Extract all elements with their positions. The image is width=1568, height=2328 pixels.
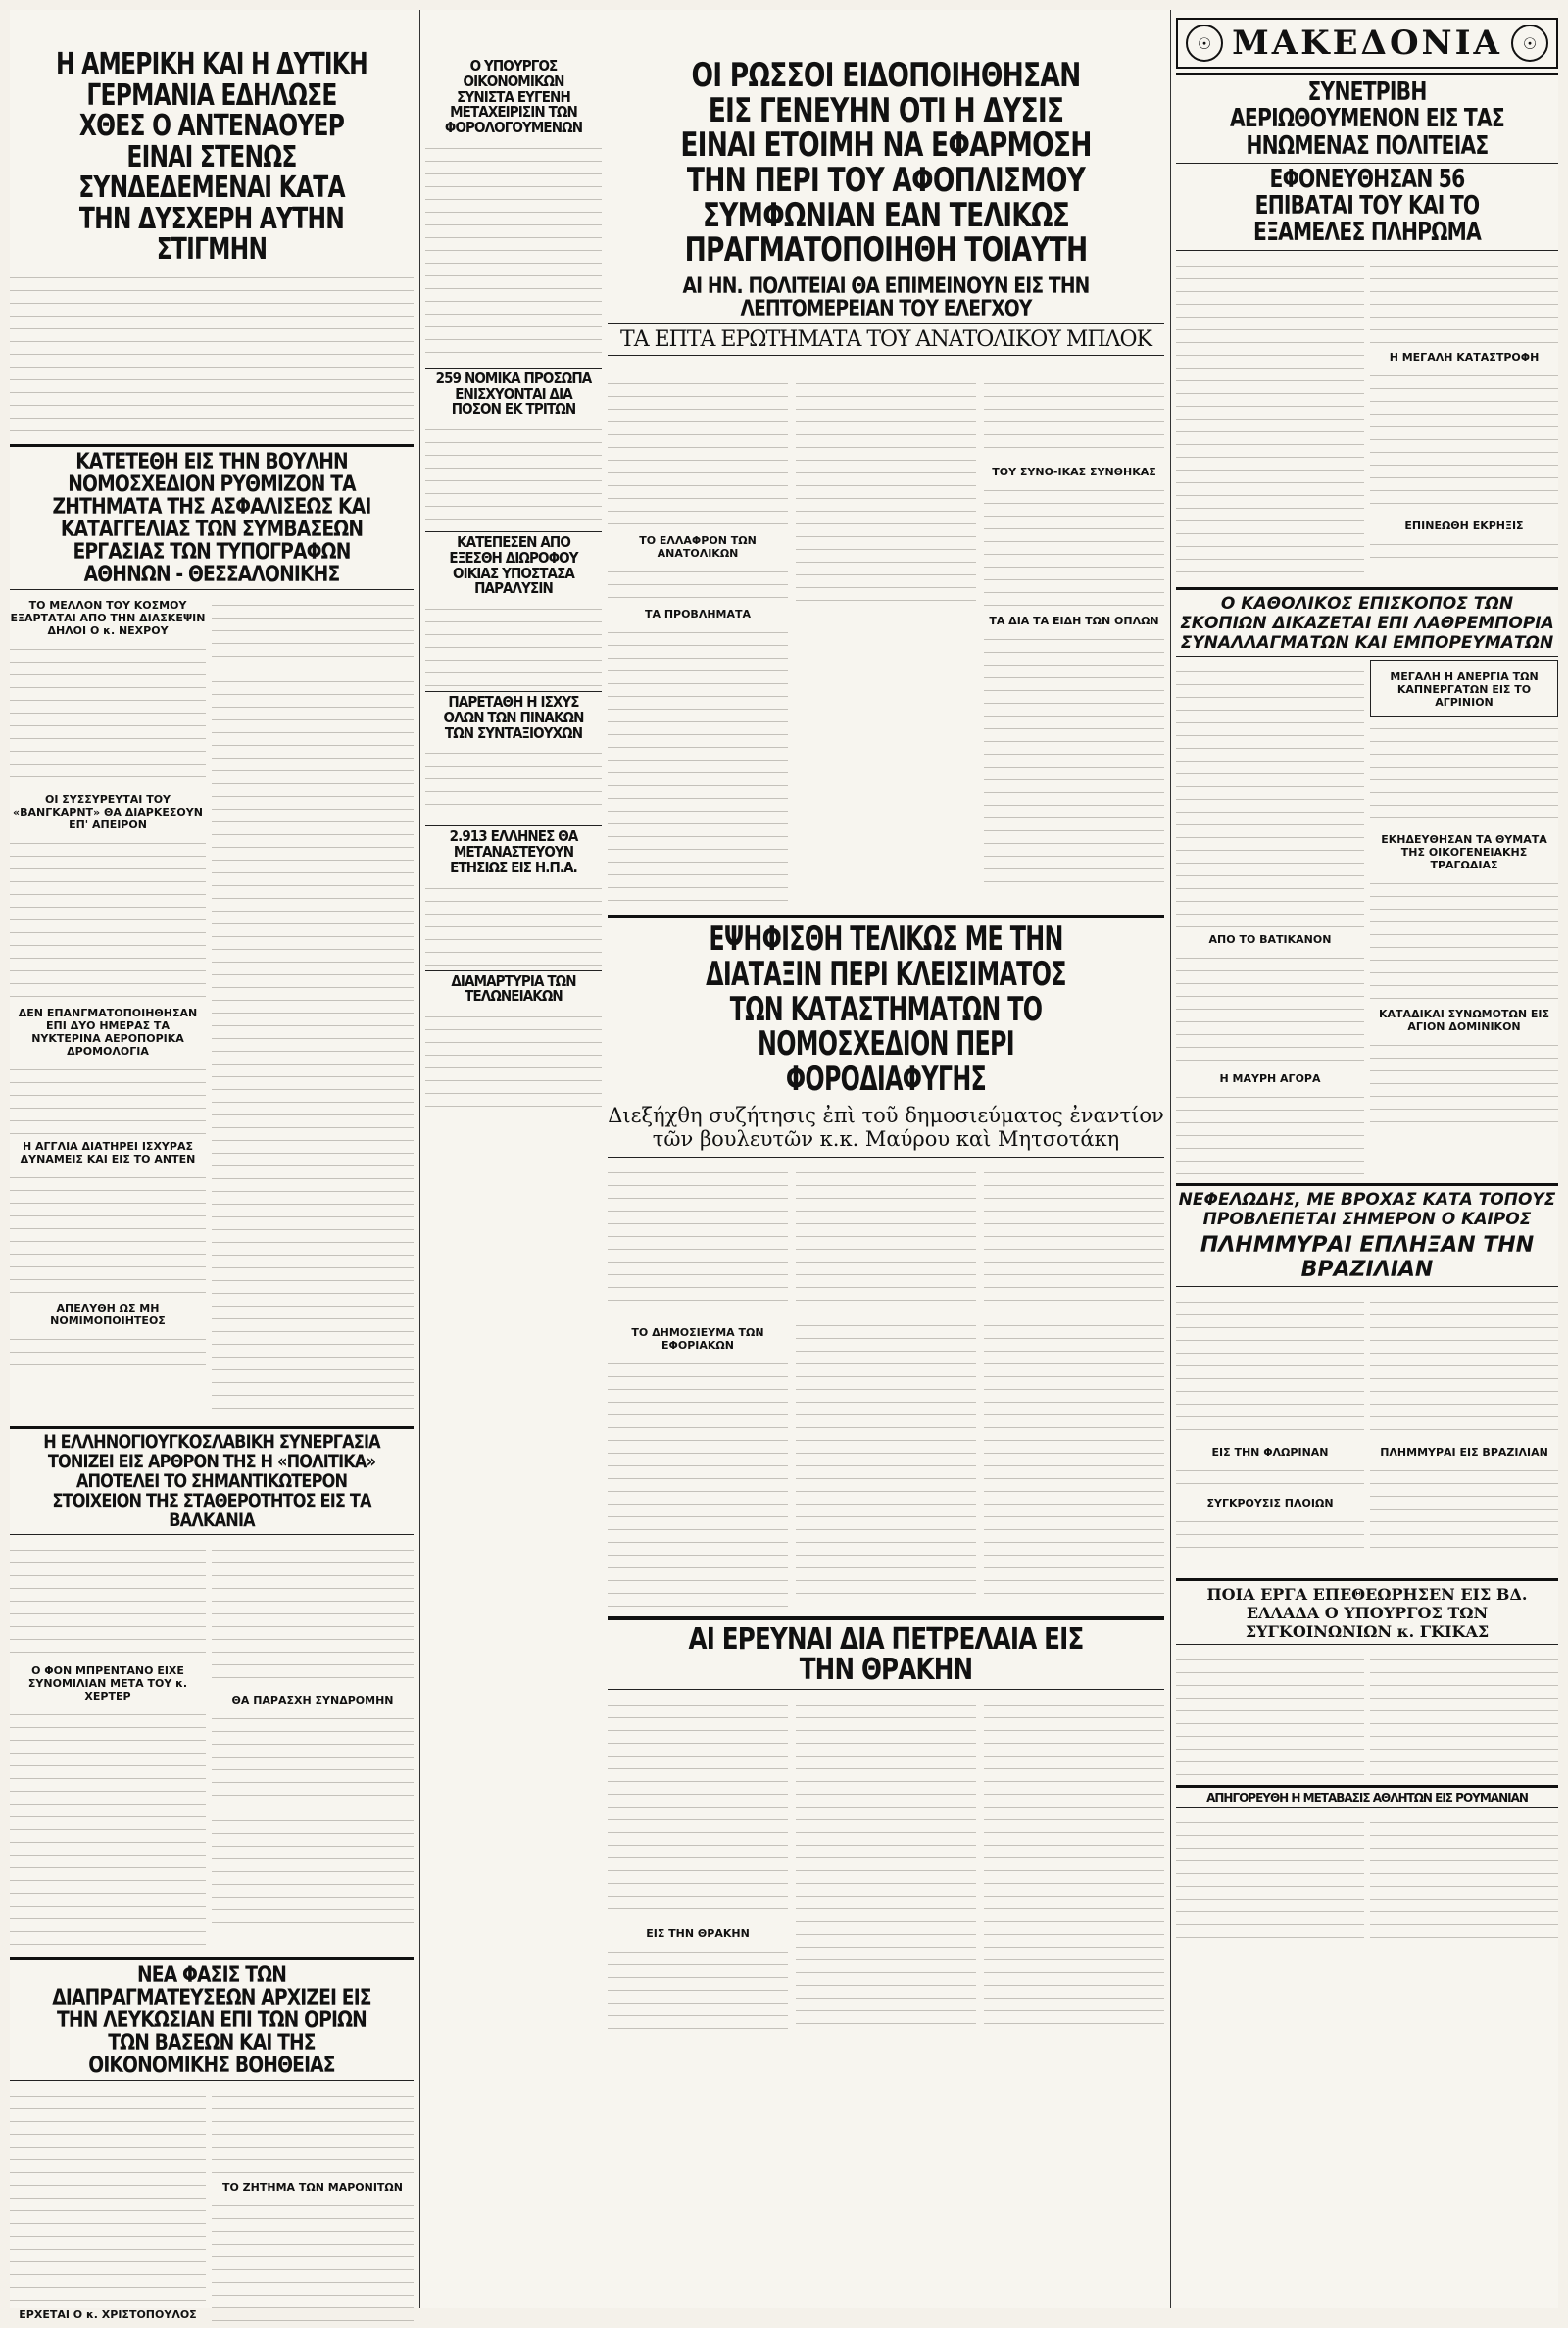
masthead <box>1176 18 1558 69</box>
headline-yugoslav: Η ΕΛΛΗΝΟΓΙΟΥΓΚΟΣΛΑΒΙΚΗ ΣΥΝΕΡΓΑΣΙΑ ΤΟΝΙΖΕΙ ΕΙΣ ΑΡΘΡΟΝ ΤΗΣ Η «ΠΟΛΙΤΙΚΑ» ΑΠΟΤΕΛΕΙ ΤΟ ΣΗΜΑΝΤΙΚΩΤΕΡΟΝ ΣΤΟΙΧΕΙΟΝ ΤΗΣ ΣΤΑΘΕΡΟΤΗΤΟΣ ΕΙΣ ΤΑ ΒΑΛΚΑΝΙΑ <box>43 1431 380 1531</box>
subhead-black-market: Η ΜΑΥΡΗ ΑΓΟΡΑ <box>1219 1071 1321 1085</box>
seal-icon: ☉ <box>1511 25 1548 62</box>
article-text <box>10 834 206 1001</box>
article-text <box>10 1061 206 1134</box>
article-text <box>984 362 1164 460</box>
article-text <box>212 2197 414 2324</box>
column-second <box>425 10 602 1118</box>
subhead-tax-officials: ΤΟ ΔΗΜΟΣΙΕΥΜΑ ΤΩΝ ΕΦΟΡΙΑΚΩΝ <box>631 1325 764 1352</box>
article-text <box>1176 949 1364 1066</box>
subhead-vatican: ΑΠΟ ΤΟ ΒΑΤΙΚΑΝΟΝ <box>1208 932 1332 946</box>
article-text <box>984 1696 1164 2029</box>
column-divider <box>419 10 420 2308</box>
seal-icon: ☉ <box>1186 25 1223 62</box>
subhead-treaty: ΤΟΥ ΣΥΝΟ-ΙΚΑΣ ΣΥΝΘΗΚΑΣ <box>992 466 1156 479</box>
article-text <box>1176 257 1364 580</box>
article-text <box>1176 1088 1364 1176</box>
subhead-florina: ΕΙΣ ΤΗΝ ΦΛΩΡΙΝΑΝ <box>1211 1445 1329 1459</box>
headline-customs: ΔΙΑΜΑΡΤΥΡΙΑ ΤΩΝ ΤΕΛΩΝΕΙΑΚΩΝ <box>451 971 576 1006</box>
article-text <box>608 563 788 602</box>
subhead-flights: ΔΕΝ ΕΠΑΝΓΜΑΤΟΠΟΙΗΘΗΣΑΝ ΕΠΙ ΔΥΟ ΗΜΕΡΑΣ ΤΑ ΝΥΚΤΕΡΙΝΑ ΑΕΡΟΠΟΡΙΚΑ ΔΡΟΜΟΛΟΓΙΑ <box>18 1007 198 1059</box>
column-left <box>10 10 414 2327</box>
article-text <box>984 481 1164 609</box>
subhead-collision: ΣΥΓΚΡΟΥΣΙΣ ΠΛΟΙΩΝ <box>1206 1496 1334 1510</box>
subhead-problems: ΤΑ ΠΡΟΒΛΗΜΑΤΑ <box>644 608 752 621</box>
subhead-brazil: ΠΛΗΜΜΥΡΑΙ ΕΙΣ ΒΡΑΖΙΛΙΑΝ <box>1380 1445 1548 1459</box>
subhead-catastrophe: Η ΜΕΓΑΛΗ ΚΑΤΑΣΤΡΟΦΗ <box>1389 350 1540 364</box>
article-text <box>425 421 602 528</box>
column-center <box>608 10 1164 2034</box>
headline-russians-geneva: ΟΙ ΡΩΣΣΟΙ ΕΙΔΟΠΟΙΗΘΗΣΑΝ ΕΙΣ ΓΕΝΕΥΗΝ ΟΤΙ Η ΔΥΣΙΣ ΕΙΝΑΙ ΕΤΟΙΜΗ ΝΑ ΕΦΑΡΜΟΣΗ ΤΗΝ ΠΕΡΙ ΤΟΥ ΑΦΟΠΛΙΣΜΟΥ ΣΥΜΦΩΝΙΑΝ ΕΑΝ ΤΕΛΙΚΩΣ ΠΡΑΓΜΑΤΟΠΟΙΗΘΗ ΤΟΙΑΥΤΗ <box>680 56 1092 271</box>
column-divider <box>1170 10 1171 2308</box>
subhead-funeral: ΕΚΗΔΕΥΘΗΣΑΝ ΤΑ ΘΥΜΑΤΑ ΤΗΣ ΟΙΚΟΓΕΝΕΙΑΚΗΣ ΤΡΑΓΩΔΙΑΣ <box>1381 832 1547 871</box>
subhead-brentano: Ο ΦΟΝ ΜΠΡΕΝΤΑΝΟ ΕΙΧΕ ΣΥΝΟΜΙΛΙΑΝ ΜΕΤΑ ΤΟΥ κ. ΧΕΡΤΕΡ <box>27 1663 188 1703</box>
headline-seven-questions: ΤΑ ΕΠΤΑ ΕΡΩΤΗΜΑΤΑ ΤΟΥ ΑΝΑΤΟΛΙΚΟΥ ΜΠΛΟΚ <box>620 327 1152 353</box>
subhead-nehru: ΤΟ ΜΕΛΛΟΝ ΤΟΥ ΚΟΣΜΟΥ ΕΞΑΡΤΑΤΑΙ ΑΠΟ ΤΗΝ ΔΙΑΣΚΕΨΙΝ ΔΗΛΟΙ Ο κ. ΝΕΧΡΟΥ <box>10 599 206 638</box>
article-text <box>425 1008 602 1115</box>
article-text <box>1370 719 1558 827</box>
headline-adenauer: Η ΑΜΕΡΙΚΗ ΚΑΙ Η ΔΥΤΙΚΗ ΓΕΡΜΑΝΙΑ ΕΔΗΛΩΣΕ ΧΘΕΣ Ο ΑΝΤΕΝΑΟΥΕΡ ΕΙΝΑΙ ΣΤΕΝΩΣ ΣΥΝΔΕΔΕΜΕΝΑΙ ΚΑΤΑ ΤΗΝ ΔΥΣΧΕΡΗ ΑΥΤΗΝ ΣΤΙΓΜΗΝ <box>56 47 368 267</box>
article-text <box>608 1164 788 1320</box>
headline-athletes-romania: ΑΠΗΓΟΡΕΥΘΗ Η ΜΕΤΑΒΑΣΙΣ ΑΘΛΗΤΩΝ ΕΙΣ ΡΟΥΜΑΝΙΑΝ <box>1206 1790 1528 1805</box>
article-text <box>10 2087 206 2303</box>
headline-brazil-floods: ΠΛΗΜΜΥΡΑΙ ΕΠΛΗΞΑΝ ΤΗΝ ΒΡΑΖΙΛΙΑΝ <box>1200 1232 1535 1282</box>
headline-us-control: ΑΙ ΗΝ. ΠΟΛΙΤΕΙΑΙ ΘΑ ΕΠΙΜΕΙΝΟΥΝ ΕΙΣ ΤΗΝ ΛΕΠΤΟΜΕΡΕΙΑΝ ΤΟΥ ΕΛΕΓΧΟΥ <box>682 274 1090 322</box>
headline-jet-crash: ΣΥΝΕΤΡΙΒΗ ΑΕΡΙΩΘΟΥΜΕΝΟΝ ΕΙΣ ΤΑΣ ΗΝΩΜΕΝΑΣ ΠΟΛΙΤΕΙΑΣ <box>1230 77 1504 161</box>
subhead-dominican: ΚΑΤΑΔΙΚΑΙ ΣΥΝΩΜΟΤΩΝ ΕΙΣ ΑΓΙΟΝ ΔΟΜΙΝΙΚΟΝ <box>1379 1007 1549 1033</box>
article-text <box>1370 1651 1558 1778</box>
article-text <box>1370 1813 1558 1941</box>
article-text <box>608 362 788 528</box>
article-text <box>1370 367 1558 514</box>
headline-nicosia: ΝΕΑ ΦΑΣΙΣ ΤΩΝ ΔΙΑΠΡΑΓΜΑΤΕΥΣΕΩΝ ΑΡΧΙΖΕΙ ΕΙΣ ΤΗΝ ΛΕΥΚΩΣΙΑΝ ΕΠΙ ΤΩΝ ΟΡΙΩΝ ΤΩΝ ΒΑΣΕΩΝ ΚΑΙ ΤΗΣ ΟΙΚΟΝΟΜΙΚΗΣ ΒΟΗΘΕΙΑΣ <box>52 1962 371 2079</box>
article-text <box>796 1164 976 1595</box>
headline-56-killed: ΕΦΟΝΕΥΘΗΣΑΝ 56 ΕΠΙΒΑΤΑΙ ΤΟΥ ΚΑΙ ΤΟ ΕΞΑΜΕΛΕΣ ΠΛΗΡΩΜΑ <box>1252 164 1482 248</box>
article-text <box>212 1709 414 1925</box>
article-text <box>1176 1293 1364 1440</box>
article-text <box>212 596 414 1419</box>
article-text <box>984 630 1164 885</box>
article-text <box>1370 535 1558 574</box>
article-text <box>10 1330 206 1374</box>
article-text <box>1370 1036 1558 1134</box>
article-text <box>1370 257 1558 345</box>
article-text <box>425 139 602 365</box>
headline-259-legal: 259 ΝΟΜΙΚΑ ΠΡΟΣΩΠΑ ΕΝΙΣΧΥΟΝΤΑΙ ΔΙΑ ΠΟΣΟΝ ΕΚ ΤΡΙΤΩΝ <box>435 369 592 419</box>
article-text <box>1370 1293 1558 1440</box>
article-text <box>10 1168 206 1296</box>
article-text <box>796 1696 976 2029</box>
article-text <box>1176 1813 1364 1941</box>
article-text <box>1176 1651 1364 1778</box>
headline-fall: ΚΑΤΕΠΕΣΕΝ ΑΠΟ ΕΞΕΣΘΗ ΔΙΩΡΟΦΟΥ ΟΙΚΙΑΣ ΥΠΟΣΤΑΣΑ ΠΑΡΑΛΥΣΙΝ <box>449 533 578 598</box>
article-text <box>1370 874 1558 1002</box>
subhead-unemployment: ΜΕΓΑΛΗ Η ΑΝΕΡΓΙΑ ΤΩΝ ΚΑΠΝΕΡΓΑΤΩΝ ΕΙΣ ΤΟ ΑΓΡΙΝΙΟΝ <box>1390 669 1539 709</box>
article-text <box>984 1164 1164 1595</box>
article-text <box>608 623 788 908</box>
article-text <box>608 1355 788 1610</box>
article-text <box>796 362 976 607</box>
article-text <box>212 2087 414 2175</box>
newspaper-page <box>10 10 1558 2322</box>
article-text <box>608 1696 788 1921</box>
article-text <box>10 640 206 787</box>
subhead-eastern: ΤΟ ΕΛΛΑΦΡΟΝ ΤΩΝ ΑΝΑΤΟΛΙΚΩΝ <box>639 534 757 561</box>
article-text <box>608 1943 788 2031</box>
headline-emigrants: 2.913 ΕΛΛΗΝΕΣ ΘΑ ΜΕΤΑΝΑΣΤΕΥΟΥΝ ΕΤΗΣΙΩΣ ΕΙΣ Η.Π.Α. <box>449 827 578 876</box>
headline-typographers: ΚΑΤΕΤΕΘΗ ΕΙΣ ΤΗΝ ΒΟΥΛΗΝ ΝΟΜΟΣΧΕΔΙΟΝ ΡΥΘΜΙΖΟΝ ΤΑ ΖΗΤΗΜΑΤΑ ΤΗΣ ΑΣΦΑΛΙΣΕΩΣ ΚΑΙ ΚΑΤΑΓΓΕΛΙΑΣ ΤΩΝ ΣΥΜΒΑΣΕΩΝ ΕΡΓΑΣΙΑΣ ΤΩΝ ΤΥΠΟΓΡΑΦΩΝ ΑΘΗΝΩΝ - ΘΕΣΣΑΛΟΝΙΚΗΣ <box>52 449 371 587</box>
article-text <box>10 1541 206 1659</box>
article-text <box>10 1706 206 1951</box>
boxed-subhead <box>1370 660 1558 717</box>
article-text <box>425 879 602 967</box>
article-text <box>1370 1461 1558 1569</box>
headline-finance-minister: Ο ΥΠΟΥΡΓΟΣ ΟΙΚΟΝΟΜΙΚΩΝ ΣΥΝΙΣΤΑ ΕΥΓΕΝΗ ΜΕΤΑΧΕΙΡΙΣΙΝ ΤΩΝ ΦΟΡΟΛΟΓΟΥΜΕΝΩΝ <box>444 57 583 136</box>
article-text <box>10 269 414 440</box>
article-text <box>1176 1461 1364 1491</box>
masthead-title: ΜΑΚΕΔΟΝΙΑ <box>1232 24 1502 63</box>
article-text <box>1176 1512 1364 1571</box>
headline-weather: ΝΕΦΕΛΩΔΗΣ, ΜΕ ΒΡΟΧΑΣ ΚΑΤΑ ΤΟΠΟΥΣ ΠΡΟΒΛΕΠΕΤΑΙ ΣΗΜΕΡΟΝ Ο ΚΑΙΡΟΣ <box>1178 1189 1556 1229</box>
subhead-vanguard: ΟΙ ΣΥΣΣΥΡΕΥΤΑΙ ΤΟΥ «ΒΑΝΓΚΑΡΝΤ» ΘΑ ΔΙΑΡΚΕΣΟΥΝ ΕΠ' ΑΠΕΙΡΟΝ <box>13 793 203 832</box>
headline-oil-thrace: ΑΙ ΕΡΕΥΝΑΙ ΔΙΑ ΠΕΤΡΕΛΑΙΑ ΕΙΣ ΤΗΝ ΘΡΑΚΗΝ <box>688 1621 1084 1688</box>
article-text <box>212 1541 414 1688</box>
article-text <box>425 744 602 822</box>
subhead-maronites: ΤΟ ΖΗΤΗΜΑ ΤΩΝ ΜΑΡΟΝΙΤΩΝ <box>222 2181 403 2195</box>
headline-gkikas: ΠΟΙΑ ΕΡΓΑ ΕΠΕΘΕΩΡΗΣΕΝ ΕΙΣ ΒΔ. ΕΛΛΑΔΑ Ο ΥΠΟΥΡΓΟΣ ΤΩΝ ΣΥΓΚΟΙΝΩΝΙΩΝ κ. ΓΚΙΚΑΣ <box>1206 1584 1528 1641</box>
headline-pensioners: ΠΑΡΕΤΑΘΗ Η ΙΣΧΥΣ ΟΛΩΝ ΤΩΝ ΠΙΝΑΚΩΝ ΤΩΝ ΣΥΝΤΑΞΙΟΥΧΩΝ <box>443 693 584 742</box>
subhead-dismissed: ΑΠΕΛΥΘΗ ΩΣ ΜΗ ΝΟΜΙΜΟΠΟΙΗΤΕΟΣ <box>50 1302 166 1328</box>
article-text <box>425 600 602 688</box>
headline-tax-evasion-bill: ΕΨΗΦΙΣΘΗ ΤΕΛΙΚΩΣ ΜΕ ΤΗΝ ΔΙΑΤΑΞΙΝ ΠΕΡΙ ΚΛΕΙΣΙΜΑΤΟΣ ΤΩΝ ΚΑΤΑΣΤΗΜΑΤΩΝ ΤΟ ΝΟΜΟΣΧΕΔΙΟΝ ΠΕΡΙ ΦΟΡΟΔΙΑΦΥΓΗΣ <box>706 919 1066 1100</box>
subhead-explosion: ΕΠΙΝΕΩΘΗ ΕΚΡΗΞΙΣ <box>1404 519 1524 532</box>
subheadline-debate: Διεξήχθη συζήτησις ἐπὶ τοῦ δημοσιεύματος ἐναντίον τῶν βουλευτῶν κ.κ. Μαύρου καὶ Μητσοτάκη <box>608 1103 1164 1151</box>
article-text <box>1176 663 1364 927</box>
subhead-christopoulos: ΕΡΧΕΤΑΙ Ο κ. ΧΡΙΣΤΟΠΟΥΛΟΣ <box>19 2308 197 2322</box>
subhead-aden: Η ΑΓΓΛΙΑ ΔΙΑΤΗΡΕΙ ΙΣΧΥΡΑΣ ΔΥΝΑΜΕΙΣ ΚΑΙ ΕΙΣ ΤΟ ΑΝΤΕΝ <box>20 1140 196 1166</box>
subhead-thrace: ΕΙΣ ΤΗΝ ΘΡΑΚΗΝ <box>646 1926 750 1940</box>
subhead-weapons: ΤΑ ΔΙΑ ΤΑ ΕΙΔΗ ΤΩΝ ΟΠΛΩΝ <box>989 615 1159 628</box>
headline-bishop: Ο ΚΑΘΟΛΙΚΟΣ ΕΠΙΣΚΟΠΟΣ ΤΩΝ ΣΚΟΠΙΩΝ ΔΙΚΑΖΕΤΑΙ ΕΠΙ ΛΑΘΡΕΜΠΟΡΙΑ ΣΥΝΑΛΛΑΓΜΑΤΩΝ ΚΑΙ ΕΜΠΟΡΕΥΜΑΤΩΝ <box>1180 593 1554 653</box>
column-right <box>1176 10 1558 1944</box>
subhead-assist: ΘΑ ΠΑΡΑΣΧΗ ΣΥΝΔΡΟΜΗΝ <box>231 1693 394 1707</box>
